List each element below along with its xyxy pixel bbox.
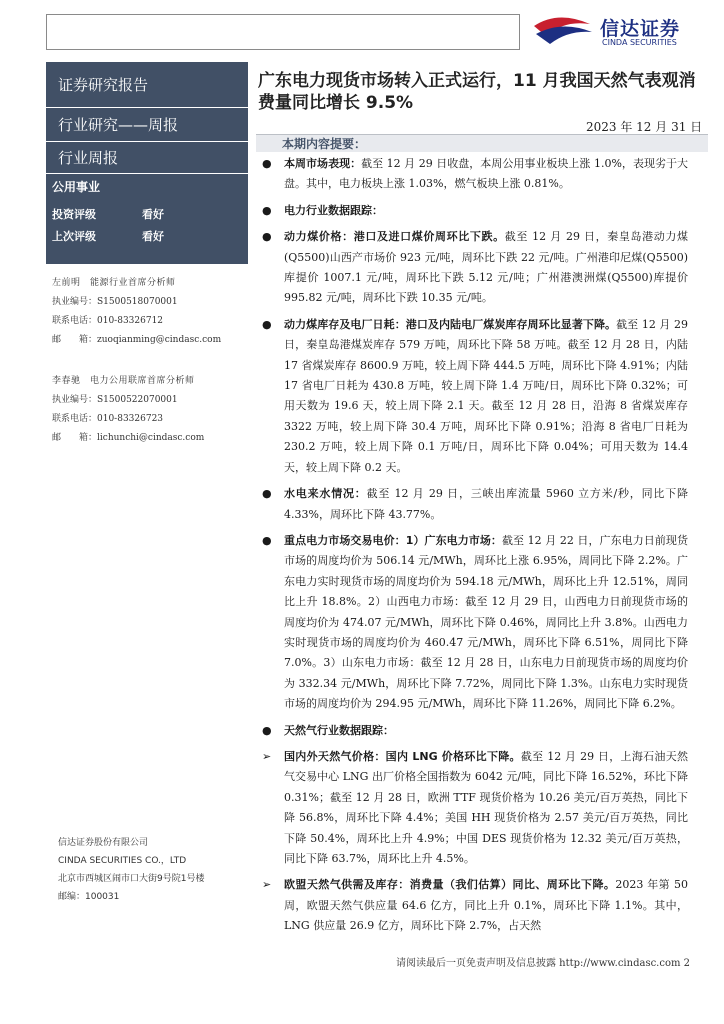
logo-text-cn: 信达证券 — [600, 18, 681, 40]
header-box — [46, 14, 520, 50]
bullet-dot-icon: ● — [262, 487, 272, 501]
item-heading: 欧盟天然气供需及库存：消费量（我们估算）同比、周环比下降。 — [284, 878, 616, 892]
summary-item — [262, 201, 688, 221]
item-heading: 重点电力市场交易电价：1）广东电力市场： — [284, 533, 502, 547]
report-type: 证券研究报告 — [46, 62, 248, 108]
arrow-bullet-icon: ➢ — [262, 749, 272, 763]
bullet-dot-icon: ● — [262, 533, 272, 547]
summary-item — [262, 747, 689, 869]
summary-item — [262, 227, 689, 309]
summary-item — [262, 875, 689, 936]
page-footer: 请阅读最后一页免责声明及信息披露 http://www.cindasc.com 2 — [396, 958, 690, 969]
item-text: 截至 12 月 29 日收盘，本周公用事业板块上涨 1.0%，表现劣于大盘。其中，电力板块上涨 1.03%，燃气板块上涨 0.81%。 — [284, 157, 689, 191]
item-heading: 动力煤价格：港口及进口煤价周环比下跌。 — [284, 230, 505, 244]
prev-rating-label: 上次评级 — [52, 230, 96, 243]
summary-item — [262, 154, 689, 195]
sidebar — [46, 62, 248, 972]
bullet-dot-icon: ● — [262, 203, 272, 217]
analyst-email-row — [52, 429, 248, 448]
analyst-email[interactable]: zuoqianming@cindasc.com — [97, 335, 222, 345]
item-text: 截至 12 月 29 日，上海石油天然气交易中心 LNG 出厂价格全国指数为 6042 元/吨，同比下降 16.52%，环比下降 0.31%；截至 12 月 28 日，欧洲 TTF 现货价格为 10.26 美元/百万英热，同比下降 56.8%，周环比下降 4.4%；美国 HH 现货价格为 2.57 美元/百万英热，同比下降 50.4%，周环比上升 4.9%；中国 DES 现货价格为 12.32 美元/百万英热，同比下降 63.7%，周环比上升 4.5%。 — [284, 749, 689, 865]
bullet-dot-icon: ● — [262, 157, 272, 170]
rating-row — [52, 204, 240, 226]
rating-label: 投资评级 — [52, 208, 96, 221]
prev-rating-value: 看好 — [142, 230, 164, 243]
item-text: 截至 12 月 29 日，秦皇岛港煤炭库存 579 万吨，周环比下降 58 万吨。截至 12 月 28 日，内陆 17 省煤炭库存 8600.9 万吨，较上周下降 444.5 万吨，周环比下降 4.91%；内陆 17 省电厂日耗为 430.8 万吨，较上周下降 1.4 万吨/日，周环比下降 0.32%；可用天数为 19.6 天，较上周下降 2.1 天。截至 12 月 28 日，沿海 8 省煤炭库存 3322 万吨，较上周下降 30.4 万吨，周环比下降 0.91%；沿海 8 省电厂日耗为 230.2 万吨，较上周下降 0.1 万吨/日，周环比下降 0.04%；可用天数为 14.4 天，较上周下降 0.2 天。 — [284, 317, 689, 474]
item-text: 截至 12 月 22 日，广东电力日前现货市场的周度均价为 506.14 元/MWh，周环比上涨 6.95%，周同比下降 2.2%。广东电力实时现货市场的周度均价为 594.18 元/MWh，周环比上升 12.51%，周同比上升 18.8%。2）山西电力市场：截至 12 月 29 日，山西电力日前现货市场的周度均价为 474.07 元/MWh，周环比下降 0.46%，周同比上升 3.8%。山西电力实时现货市场的周度均价为 460.47 元/MWh，周环比下降 6.51%，周同比下降 7.0%。3）山东电力市场：截至 12 月 28 日，山东电力日前现货市场的周度均价为 332.34 元/MWh，周环比下降 7.72%，周同比下降 1.3%。山东电力实时现货市场的周度均价为 294.95 元/MWh，周环比下降 11.26%，周同比下降 6.2%。 — [284, 533, 688, 711]
rating-panel — [46, 174, 248, 264]
analyst-cert: 执业编号：S1500518070001 — [52, 297, 178, 307]
item-text: 截至 12 月 29 日，三峡出库流量 5960 立方米/秒，同比下降 4.33%，周环比下降 43.77%。 — [284, 487, 688, 521]
analyst-email-row — [52, 331, 248, 350]
report-title: 广东电力现货市场转入正式运行，11 月我国天然气表观消费量同比增长 9.5% — [258, 71, 696, 113]
email-label: 邮 箱： — [52, 433, 98, 443]
email-label: 邮 箱： — [52, 335, 98, 345]
bullet-dot-icon: ● — [262, 317, 272, 331]
summary-item — [262, 315, 689, 478]
company-postcode: 邮编：100031 — [58, 892, 120, 902]
sector-name: 公用事业 — [52, 180, 101, 194]
analyst-title: 左前明 能源行业首席分析师 — [52, 278, 176, 288]
report-subtype: 行业周报 — [46, 142, 248, 174]
summary-item — [262, 484, 688, 525]
summary-heading: 本期内容提要： — [256, 134, 708, 152]
item-heading: 国内外天然气价格：国内 LNG 价格环比下降。 — [284, 749, 521, 763]
rating-value: 看好 — [142, 208, 164, 221]
item-heading: 天然气行业数据跟踪： — [284, 723, 394, 737]
analyst-phone: 联系电话：010-83326712 — [52, 316, 164, 326]
item-heading: 水电来水情况： — [284, 487, 367, 501]
analyst-phone: 联系电话：010-83326723 — [52, 414, 164, 424]
company-name-en: CINDA SECURITIES CO.，LTD — [58, 856, 187, 866]
report-category: 行业研究——周报 — [46, 108, 248, 142]
summary-item — [262, 721, 688, 741]
item-heading: 电力行业数据跟踪： — [284, 203, 383, 217]
analyst-email[interactable]: lichunchi@cindasc.com — [97, 433, 205, 443]
company-address: 北京市西城区闹市口大街9号院1号楼 — [58, 874, 205, 884]
item-text: 2023 年第 50 周，欧盟天然气供应量 64.6 亿方，同比上升 0.1%，周环比下降 1.1%。其中，LNG 供应量 26.9 亿方，周环比下降 2.7%，占天然 — [284, 878, 689, 933]
item-text: 截至 12 月 29 日，秦皇岛港动力煤(Q5500)山西产市场价 923 元/吨，周环比下跌 22 元/吨。广州港印尼煤(Q5500)库提价 1007.1 元/吨，周环比下跌 5.12 元/吨；广州港澳洲煤(Q5500)库提价 995.82 元/吨，周环比下跌 10.35 元/吨。 — [284, 230, 689, 305]
analyst-title: 李春驰 电力公用联席首席分析师 — [52, 376, 195, 386]
bullet-dot-icon: ● — [262, 230, 272, 244]
arrow-bullet-icon: ➢ — [262, 878, 272, 892]
prev-rating-row — [52, 226, 240, 248]
analyst-cert: 执业编号：S1500522070001 — [52, 395, 178, 405]
item-heading: 本周市场表现： — [284, 157, 362, 170]
summary-item — [262, 531, 688, 715]
analyst-block — [52, 372, 248, 448]
analyst-block — [52, 274, 248, 350]
summary-content — [262, 154, 689, 943]
bullet-dot-icon: ● — [262, 723, 272, 737]
company-info — [58, 834, 204, 906]
item-heading: 动力煤库存及电厂日耗：港口及内陆电厂煤炭库存周环比显著下降。 — [284, 317, 617, 331]
report-date: 2023 年 12 月 31 日 — [586, 120, 703, 134]
company-name-cn: 信达证券股份有限公司 — [58, 838, 149, 848]
logo-text-en: CINDA SECURITIES — [602, 38, 677, 47]
